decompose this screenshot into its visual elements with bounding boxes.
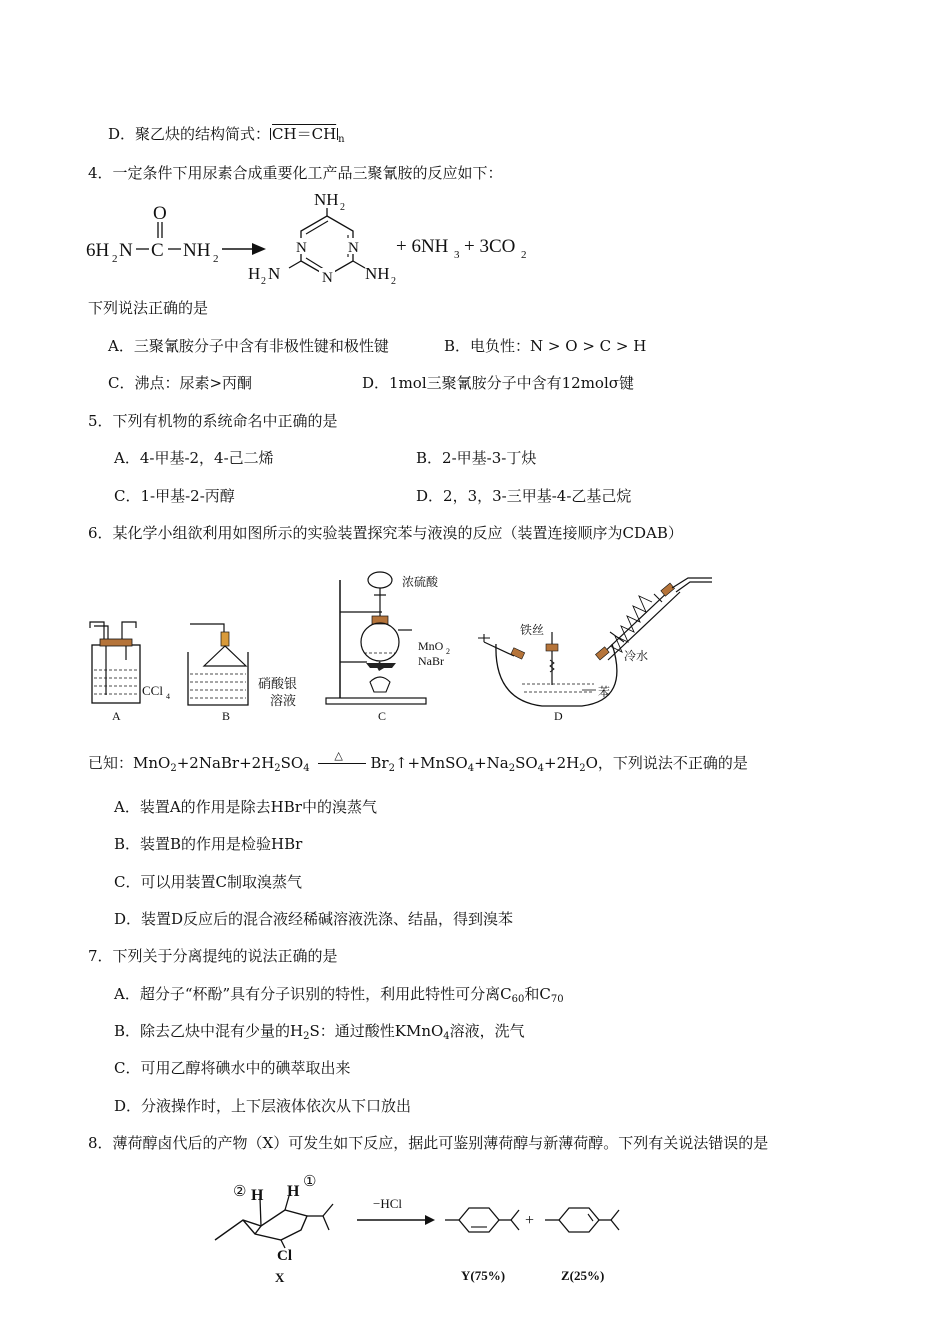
q6-option-c: C．可以用装置C制取溴蒸气 bbox=[114, 873, 302, 891]
urea-coef: 6H bbox=[86, 240, 110, 261]
ring-n: N bbox=[296, 240, 307, 256]
urea-o: O bbox=[153, 203, 167, 224]
urea-n: N bbox=[119, 240, 133, 261]
known-text: 已知：MnO bbox=[88, 754, 171, 772]
apparatus-d bbox=[478, 578, 712, 723]
sub: 2 bbox=[508, 763, 516, 774]
sub: 2 bbox=[303, 1031, 310, 1042]
q4-option-a: A．三聚氰胺分子中含有非极性键和极性键 bbox=[108, 337, 389, 355]
q5-stem: 5．下列有机物的系统命名中正确的是 bbox=[88, 412, 338, 430]
sub: 2 bbox=[261, 276, 266, 287]
q7-option-a bbox=[114, 984, 564, 1010]
q4-ask: 下列说法正确的是 bbox=[88, 299, 209, 317]
sub: 2 bbox=[340, 202, 345, 213]
apparatus-a bbox=[90, 622, 170, 723]
sub: 2 bbox=[446, 647, 450, 656]
urea-nh: NH bbox=[183, 240, 211, 261]
sub: 4 bbox=[467, 763, 475, 774]
iron-label: 铁丝 bbox=[520, 623, 545, 637]
q4-option-c: C．沸点：尿素>丙酮 bbox=[108, 374, 253, 392]
arrow-head bbox=[252, 243, 266, 255]
q8-stem: 8．薄荷醇卤代后的产物（X）可发生如下反应，据此可鉴别薄荷醇与新薄荷醇。下列有关说法错误的是 bbox=[88, 1134, 769, 1152]
sub: 2 bbox=[391, 276, 396, 287]
q3-polyacetylene-formula: CH＝CH bbox=[272, 125, 337, 143]
sub: 2 bbox=[579, 763, 586, 774]
known-text: +2H bbox=[544, 754, 580, 772]
label-z: Z(25%) bbox=[561, 1268, 605, 1283]
sub: 2 bbox=[170, 763, 177, 774]
q8-reaction-figure bbox=[205, 1168, 635, 1286]
reagent-label: −HCl bbox=[373, 1196, 403, 1211]
sub: 2 bbox=[388, 763, 395, 774]
sub: 70 bbox=[550, 994, 564, 1005]
q7-option-c: C．可用乙醇将碘水中的碘萃取出来 bbox=[114, 1059, 351, 1077]
q6-option-b: B．装置B的作用是检验HBr bbox=[114, 835, 303, 853]
sub: 4 bbox=[537, 763, 545, 774]
q7-option-d: D．分液操作时，上下层液体依次从下口放出 bbox=[114, 1097, 412, 1115]
h-label-2: H bbox=[251, 1187, 264, 1204]
sub: 2 bbox=[112, 253, 118, 265]
bond bbox=[353, 261, 365, 268]
h2n-left: H bbox=[248, 264, 261, 283]
h2so4-label: 浓硫酸 bbox=[402, 575, 439, 589]
q4-stem: 4．一定条件下用尿素合成重要化工产品三聚氰胺的反应如下： bbox=[88, 164, 503, 182]
label-a: A bbox=[112, 709, 121, 723]
nabr-label: NaBr bbox=[418, 654, 444, 668]
heat-symbol: △ bbox=[334, 749, 343, 762]
position-1: ① bbox=[303, 1174, 317, 1190]
q6-stem: 6．某化学小组欲利用如图所示的实验装置探究苯与液溴的反应（装置连接顺序为CDAB） bbox=[88, 524, 683, 542]
position-2: ② bbox=[233, 1184, 247, 1200]
q6-apparatus-figure bbox=[82, 560, 732, 725]
products-co2: + 3CO bbox=[464, 236, 516, 257]
ccl4-label: CCl bbox=[142, 683, 163, 698]
text: A．超分子“杯酚”具有分子识别的特性，利用此特性可分离C bbox=[114, 985, 512, 1003]
urea-c: C bbox=[151, 240, 164, 261]
mno2-label: MnO bbox=[418, 639, 444, 653]
text: 溶液，洗气 bbox=[449, 1022, 525, 1040]
plus-sign: + bbox=[525, 1212, 535, 1229]
sub: 4 bbox=[443, 1031, 450, 1042]
arrow-head bbox=[425, 1215, 435, 1225]
sub: 4 bbox=[166, 692, 170, 701]
q6-option-d: D．装置D反应后的混合液经稀碱溶液洗涤、结晶，得到溴苯 bbox=[114, 910, 514, 928]
label-y: Y(75%) bbox=[461, 1268, 506, 1283]
q7-option-b bbox=[114, 1021, 525, 1047]
known-text: ↑+MnSO bbox=[394, 754, 468, 772]
products-nh3: + 6NH bbox=[396, 236, 449, 257]
known-text: SO bbox=[280, 754, 304, 772]
label-c: C bbox=[378, 709, 387, 723]
molecule-x bbox=[215, 1174, 333, 1285]
known-text: +Na bbox=[474, 754, 509, 772]
text: S：通过酸性KMnO bbox=[309, 1022, 444, 1040]
sub: 2 bbox=[521, 249, 527, 261]
bracket-left bbox=[270, 128, 271, 140]
apparatus-c bbox=[326, 572, 450, 723]
q4-option-d: D．1mol三聚氰胺分子中含有12molσ键 bbox=[362, 374, 635, 392]
q5-option-d: D．2，3，3-三甲基-4-乙基己烷 bbox=[416, 487, 632, 505]
nh2-top: NH bbox=[314, 190, 339, 209]
nh2-right: NH bbox=[365, 264, 390, 283]
sub: 4 bbox=[303, 763, 310, 774]
sub: 3 bbox=[454, 249, 460, 261]
q3-option-d-text: D．聚乙炔的结构简式： bbox=[108, 125, 271, 143]
q5-option-b: B．2-甲基-3-丁炔 bbox=[416, 449, 537, 467]
molecule-z bbox=[545, 1208, 619, 1283]
sub: 60 bbox=[511, 994, 525, 1005]
sub: 2 bbox=[213, 253, 219, 265]
q5-option-c: C．1-甲基-2-丙醇 bbox=[114, 487, 235, 505]
q4-option-b: B．电负性：N > O > C > H bbox=[444, 337, 647, 355]
q5-option-a: A．4-甲基-2，4-己二烯 bbox=[114, 449, 274, 467]
h-label-1: H bbox=[287, 1183, 300, 1200]
water-label: 冷水 bbox=[624, 649, 649, 663]
label-d: D bbox=[554, 709, 563, 723]
known-text: O，下列说法不正确的是 bbox=[585, 754, 748, 772]
cl-label: Cl bbox=[277, 1248, 292, 1264]
q7-stem: 7．下列关于分离提纯的说法正确的是 bbox=[88, 947, 338, 965]
label-x: X bbox=[275, 1270, 285, 1285]
known-text: SO bbox=[515, 754, 538, 772]
ring-n: N bbox=[348, 240, 359, 256]
equals-line bbox=[318, 763, 366, 764]
text: 和C bbox=[524, 985, 551, 1003]
known-text: Br bbox=[370, 754, 389, 772]
apparatus-b bbox=[188, 624, 297, 723]
q3-subscript-n: n bbox=[338, 134, 345, 145]
ring-n: N bbox=[322, 270, 333, 286]
text: B．除去乙炔中混有少量的H bbox=[114, 1022, 304, 1040]
bond bbox=[289, 261, 301, 268]
sub: 2 bbox=[274, 763, 281, 774]
heat-condition bbox=[318, 749, 366, 774]
known-text: +2NaBr+2H bbox=[176, 754, 275, 772]
h2n-left-n: N bbox=[268, 264, 281, 283]
label-b: B bbox=[222, 709, 231, 723]
agno3-label-2: 溶液 bbox=[270, 693, 297, 708]
q3-option-d bbox=[108, 124, 345, 150]
benzene-label: 苯 bbox=[598, 685, 611, 699]
agno3-label-1: 硝酸银 bbox=[258, 676, 298, 691]
molecule-y bbox=[445, 1208, 519, 1283]
q4-reaction-figure bbox=[84, 188, 554, 293]
q6-option-a: A．装置A的作用是除去HBr中的溴蒸气 bbox=[114, 798, 377, 816]
q6-known bbox=[88, 749, 748, 779]
double-bond bbox=[306, 221, 328, 234]
